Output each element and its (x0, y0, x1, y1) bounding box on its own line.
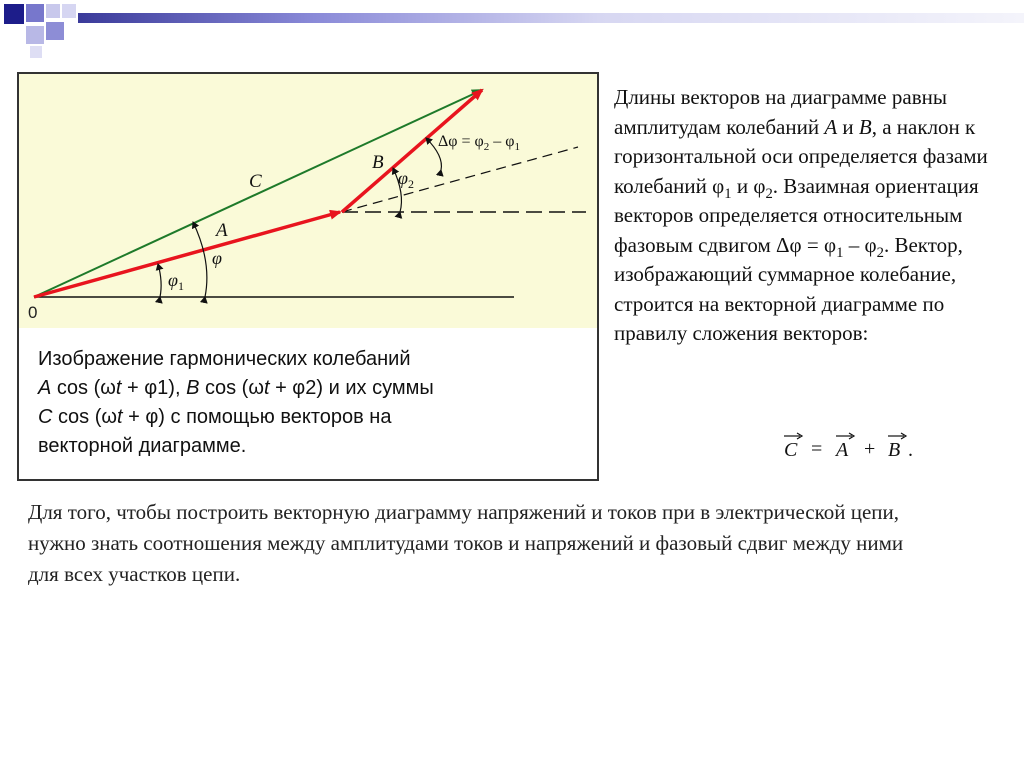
label-phi2: $\varphi_2$ (398, 168, 414, 191)
vector-c (34, 90, 482, 297)
formula-plus: + (864, 438, 876, 460)
formula-a: A (836, 439, 849, 461)
label-a: A (216, 220, 228, 241)
label-b: B (372, 152, 384, 173)
origin-label: 0 (28, 303, 38, 322)
label-phi1: $\varphi_1$ (168, 270, 184, 293)
vector-a (34, 212, 340, 297)
vector-sum-formula (778, 428, 928, 464)
formula-equals: = (811, 438, 823, 460)
caption-line-4: векторной диаграмме. (38, 435, 247, 457)
caption-line-2: A cos (ωt + φ1), B cos (ωt + φ2) и их суммы (38, 377, 434, 399)
angle-arc-phi (193, 222, 207, 297)
caption-line-3: C cos (ωt + φ) с помощью векторов на (38, 406, 392, 428)
label-delta-phi: $\Delta\varphi = \varphi_2 - \varphi_1$ (438, 133, 521, 153)
bottom-paragraph: Для того, чтобы построить векторную диаграмму напряжений и токов при в электрической цепи, нужно знать соотношения между амплитудами токов и напряжений и фазовый сдвиг между ними для всех участков цепи. (28, 500, 904, 586)
label-c: C (249, 171, 262, 192)
label-phi: φ (212, 248, 222, 268)
formula-c: C (784, 439, 798, 461)
angle-arc-phi1 (158, 264, 161, 297)
figure-caption (38, 345, 578, 461)
formula-b: B (888, 439, 901, 461)
explanation-paragraph: Длины векторов на диаграмме равны амплитудам колебаний A и B, а наклон к горизонтальной оси определяется фазами колебаний $\varphi_1$ и $\varphi_2$. Взаимная ориентация векторов определяется относительным фазовым сдвигом $\Delta\varphi = \varphi_1 - \varphi_2$. Вектор, изображающий суммарное колебание, строится на векторной диаграмме по правилу сложения векторов: (614, 85, 988, 345)
formula-dot: . (908, 439, 913, 461)
caption-line-1: Изображение гармонических колебаний (38, 348, 411, 370)
vector-b (342, 90, 482, 212)
